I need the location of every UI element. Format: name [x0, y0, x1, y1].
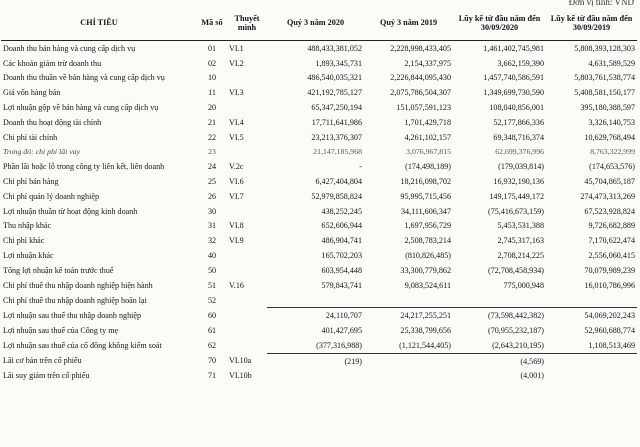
row-value-q3-2020: -	[359, 162, 362, 172]
row-value-ytd-2019	[546, 369, 637, 384]
row-item-label: Lợi nhuận sau thuế của Công ty mẹ	[3, 326, 119, 336]
row-item-label: Tổng lợi nhuận kế toán trước thuế	[3, 265, 114, 275]
row-item-label: Thu nhập khác	[3, 221, 52, 231]
row-note-ref: VI.6	[229, 177, 244, 187]
row-note-ref	[227, 293, 267, 308]
row-note-ref: V.16	[229, 280, 244, 290]
row-code: 25	[207, 177, 217, 187]
row-value-ytd-2020: 775,000,948	[503, 280, 544, 290]
row-note-ref: VI.2	[229, 58, 244, 68]
table-row	[1, 263, 637, 278]
table-row	[1, 338, 637, 353]
row-value-ytd-2019: 9,726,682,889	[588, 221, 635, 231]
row-value-q3-2020: 438,252,245	[321, 206, 362, 216]
row-item-label: Chi phí khác	[3, 236, 45, 246]
row-value-ytd-2019	[546, 293, 637, 308]
row-value-ytd-2019: 16,010,786,996	[584, 280, 635, 290]
row-value-q3-2020: 6,427,404,804	[315, 177, 362, 187]
table-row	[1, 278, 637, 293]
row-note-ref: VI.1	[229, 43, 244, 53]
row-value-ytd-2019: 70,079,989,239	[584, 265, 635, 275]
row-value-q3-2019: 151,057,591,123	[396, 103, 451, 113]
row-value-q3-2020: 23,213,376,307	[311, 132, 362, 142]
row-value-ytd-2020: (4,569)	[453, 353, 546, 368]
row-item-label: Lợi nhuận gộp về bán hàng và cung cấp dịch vụ	[3, 103, 159, 113]
row-value-ytd-2020: 5,453,531,388	[497, 221, 544, 231]
row-item-label: Lãi cơ bản trên cổ phiếu	[3, 356, 82, 366]
row-value-q3-2019: 95,995,715,456	[400, 191, 451, 201]
row-item-label: Lợi nhuận thuần từ hoạt động kinh doanh	[3, 206, 138, 216]
row-value-q3-2019: (810,826,485)	[405, 251, 451, 261]
row-value-ytd-2019: 8,763,322,999	[590, 147, 635, 157]
row-value-ytd-2020: (179,039,814)	[498, 162, 544, 172]
row-value-ytd-2020: 3,662,159,390	[497, 58, 544, 68]
row-value-ytd-2020	[453, 293, 546, 308]
row-code: 21	[207, 117, 217, 127]
row-value-ytd-2020: (70,955,232,187)	[488, 326, 544, 336]
table-row	[1, 248, 637, 263]
table-row	[1, 145, 637, 160]
table-row	[1, 85, 637, 100]
row-value-ytd-2019: 54,069,202,243	[546, 308, 637, 323]
row-note-ref	[227, 71, 267, 86]
row-value-q3-2020	[267, 293, 364, 308]
row-value-q3-2020: 17,711,641,986	[311, 117, 362, 127]
header-note: Thuyết minh	[227, 6, 267, 41]
row-value-q3-2020: 21,147,185,968	[313, 147, 362, 157]
row-value-ytd-2020: 108,040,856,001	[489, 103, 544, 113]
row-item-label: Trong đó: chi phí lãi vay	[3, 147, 81, 157]
row-value-ytd-2019: 274,473,313,269	[580, 191, 635, 201]
header-ytd-2020: Lũy kế từ đầu năm đến 30/09/2020	[453, 6, 546, 41]
row-item-label: Lợi nhuận sau thuế của cổ đông không kiểm soát	[3, 341, 162, 351]
row-value-ytd-2020: 2,745,317,163	[497, 236, 544, 246]
table-row	[1, 115, 637, 130]
row-code: 22	[207, 132, 217, 142]
row-item-label: Chi phí bán hàng	[3, 177, 59, 187]
row-note-ref: VI.4	[229, 117, 244, 127]
table-row	[1, 100, 637, 115]
row-code: 50	[207, 265, 217, 275]
row-note-ref	[227, 100, 267, 115]
row-value-ytd-2019: 5,803,761,538,774	[574, 73, 635, 83]
row-note-ref: VI.3	[229, 88, 244, 98]
table-row	[1, 41, 637, 56]
row-value-q3-2020: (219)	[267, 353, 364, 368]
row-value-ytd-2019: 5,408,581,150,177	[574, 88, 635, 98]
row-code: 26	[207, 191, 217, 201]
row-value-ytd-2019: 4,631,589,529	[588, 58, 635, 68]
row-value-q3-2020: 486,540,035,321	[307, 73, 362, 83]
row-value-q3-2019: 25,338,799,656	[400, 326, 451, 336]
table-row	[1, 219, 637, 234]
row-code: 62	[207, 341, 217, 351]
row-value-q3-2020: 24,110,707	[267, 308, 364, 323]
row-value-q3-2019: 33,300,779,862	[400, 265, 451, 275]
row-value-ytd-2020: 52,177,866,336	[493, 117, 544, 127]
header-code: Mã số	[197, 6, 227, 41]
row-value-ytd-2019: 45,704,865,187	[584, 177, 635, 187]
table-row	[1, 353, 637, 368]
row-value-ytd-2020: 149,175,449,172	[489, 191, 544, 201]
row-value-ytd-2019: 5,808,393,128,303	[574, 43, 635, 53]
row-item-label: Doanh thu hoạt động tài chính	[3, 117, 102, 127]
row-note-ref	[227, 338, 267, 353]
row-item-label: Chi phí quản lý doanh nghiệp	[3, 191, 99, 201]
row-note-ref	[227, 248, 267, 263]
row-value-q3-2019: 2,508,783,214	[404, 236, 451, 246]
row-item-label: Chi phí thuế thu nhập doanh nghiệp hiện hành	[3, 280, 153, 290]
row-note-ref: VI.5	[229, 132, 244, 142]
row-note-ref	[227, 323, 267, 338]
row-value-ytd-2020: (75,416,673,159)	[488, 206, 544, 216]
row-value-ytd-2019	[546, 353, 637, 368]
row-value-q3-2019: 34,111,606,347	[401, 206, 451, 216]
row-item-label: Lợi nhuận khác	[3, 251, 54, 261]
table-row	[1, 308, 637, 323]
row-code: 01	[207, 43, 217, 53]
row-value-ytd-2020: 2,708,214,225	[497, 251, 544, 261]
row-code: 51	[207, 280, 217, 290]
row-code: 60	[207, 310, 217, 320]
row-value-ytd-2020: 1,349,699,730,590	[483, 88, 544, 98]
row-code: 23	[208, 147, 216, 157]
row-code: 61	[207, 326, 217, 336]
row-value-q3-2019	[364, 369, 453, 384]
currency-unit-note: Đơn vị tính: VND	[568, 0, 634, 7]
row-code: 20	[207, 103, 217, 113]
row-note-ref	[227, 204, 267, 219]
row-note-ref: VI.7	[229, 191, 244, 201]
row-value-q3-2020: (377,316,988)	[316, 340, 362, 350]
table-row	[1, 189, 637, 204]
table-row	[1, 174, 637, 189]
row-value-q3-2019: 2,228,998,433,405	[390, 43, 451, 53]
table-row	[1, 293, 637, 308]
row-code: 10	[207, 73, 217, 83]
table-row	[1, 233, 637, 248]
row-value-q3-2019: 18,216,098,702	[400, 177, 451, 187]
row-note-ref: VI.10b	[229, 371, 252, 381]
row-value-ytd-2019: 1,108,513,469	[588, 340, 635, 350]
row-note-ref	[227, 308, 267, 323]
row-value-q3-2019	[364, 353, 453, 368]
row-value-q3-2020: 401,427,695	[321, 326, 362, 336]
row-value-q3-2020: 652,606,944	[321, 221, 362, 231]
row-value-q3-2019: 2,075,786,504,307	[390, 88, 451, 98]
row-note-ref	[227, 145, 267, 160]
table-row	[1, 56, 637, 71]
row-value-q3-2020: 65,347,250,194	[311, 103, 362, 113]
row-value-ytd-2020: 1,457,740,586,591	[483, 73, 544, 83]
row-value-ytd-2019: 395,180,388,597	[580, 103, 635, 113]
row-value-q3-2020: 165,702,203	[321, 251, 362, 261]
row-code: 02	[207, 58, 217, 68]
row-value-ytd-2020: (73,598,442,382)	[453, 308, 546, 323]
row-code: 40	[207, 251, 217, 261]
header-item: CHỈ TIÊU	[1, 6, 197, 41]
row-item-label: Chi phí thuế thu nhập doanh nghiệp hoãn lại	[3, 295, 147, 305]
row-value-q3-2020: 421,192,785,127	[307, 88, 362, 98]
row-code: 24	[207, 162, 217, 172]
row-value-q3-2020	[267, 369, 364, 384]
row-value-q3-2019: 4,261,102,157	[404, 132, 451, 142]
row-code: 11	[208, 88, 216, 98]
row-value-ytd-2019: 3,326,140,753	[588, 117, 635, 127]
row-value-ytd-2019: (174,653,576)	[589, 162, 635, 172]
row-item-label: Doanh thu thuần về bán hàng và cung cấp dịch vụ	[3, 73, 165, 83]
header-ytd-2019: Lũy kế từ đầu năm đến 30/09/2019	[546, 6, 637, 41]
table-row	[1, 71, 637, 86]
table-row	[1, 369, 637, 384]
header-q3-2020: Quý 3 năm 2020	[267, 6, 364, 41]
row-value-q3-2019: 3,076,967,815	[406, 147, 451, 157]
table-row	[1, 323, 637, 338]
row-value-ytd-2019: 10,629,768,494	[584, 132, 635, 142]
row-item-label: Doanh thu bán hàng và cung cấp dịch vụ	[3, 43, 136, 53]
row-value-q3-2020: 486,904,741	[321, 236, 362, 246]
row-note-ref: VI.9	[229, 236, 244, 246]
row-value-q3-2019: 2,154,337,975	[404, 58, 451, 68]
row-item-label: Lợi nhuận sau thuế thu nhập doanh nghiệp	[3, 310, 142, 320]
row-value-q3-2020: 1,893,345,731	[315, 58, 362, 68]
row-item-label: Các khoản giảm trừ doanh thu	[3, 58, 102, 68]
row-item-label: Lãi suy giảm trên cổ phiếu	[3, 371, 90, 381]
row-value-q3-2020: 579,843,741	[321, 280, 362, 290]
row-note-ref: VI.8	[229, 221, 244, 231]
row-note-ref: V.2c	[229, 162, 244, 172]
row-value-q3-2019: 9,083,524,611	[404, 280, 451, 290]
row-value-ytd-2020: (2,643,210,195)	[492, 340, 544, 350]
row-code: 70	[207, 356, 217, 366]
row-value-ytd-2020: 69,348,716,374	[493, 132, 544, 142]
row-code: 31	[207, 221, 217, 231]
row-value-q3-2019: 24,217,255,251	[364, 308, 453, 323]
row-value-q3-2019: 2,226,844,095,430	[390, 73, 451, 83]
row-value-q3-2020: 603,954,448	[321, 265, 362, 275]
row-code: 30	[207, 206, 217, 216]
row-code: 32	[207, 236, 217, 246]
header-q3-2019: Quý 3 năm 2019	[364, 6, 453, 41]
row-value-q3-2020: 52,979,858,824	[311, 191, 362, 201]
table-row	[1, 130, 637, 145]
row-value-q3-2020: 488,433,381,052	[307, 43, 362, 53]
row-value-ytd-2019: 52,960,688,774	[584, 326, 635, 336]
row-note-ref: VI.10a	[229, 356, 252, 366]
row-item-label: Chi phí tài chính	[3, 132, 58, 142]
table-row	[1, 159, 637, 174]
row-value-ytd-2019: 67,523,928,824	[584, 206, 635, 216]
row-value-ytd-2020: 1,461,402,745,981	[483, 43, 544, 53]
table-row	[1, 204, 637, 219]
row-value-q3-2019: (1,121,544,405)	[399, 340, 451, 350]
row-value-ytd-2019: 2,556,060,415	[588, 251, 635, 261]
row-value-q3-2019: 1,701,429,718	[404, 117, 451, 127]
row-note-ref	[227, 263, 267, 278]
row-item-label: Phần lãi hoặc lỗ trong công ty liên kết, liên doanh	[3, 162, 165, 172]
row-item-label: Giá vốn hàng bán	[3, 88, 61, 98]
row-value-ytd-2019: 7,170,622,474	[588, 236, 635, 246]
row-code: 71	[207, 371, 217, 381]
income-statement-table	[1, 6, 637, 383]
row-value-q3-2019: (174,498,189)	[405, 162, 451, 172]
row-value-q3-2019	[364, 293, 453, 308]
row-value-ytd-2020: 16,932,190,136	[493, 177, 544, 187]
table-header-row	[1, 6, 637, 41]
table-body	[1, 41, 637, 384]
row-value-ytd-2020: 62,699,376,996	[495, 147, 544, 157]
row-value-q3-2019: 1,697,956,729	[404, 221, 451, 231]
row-code: 52	[207, 295, 217, 305]
row-value-ytd-2020: (72,708,458,934)	[488, 265, 544, 275]
row-value-ytd-2020: (4,001)	[520, 371, 544, 381]
